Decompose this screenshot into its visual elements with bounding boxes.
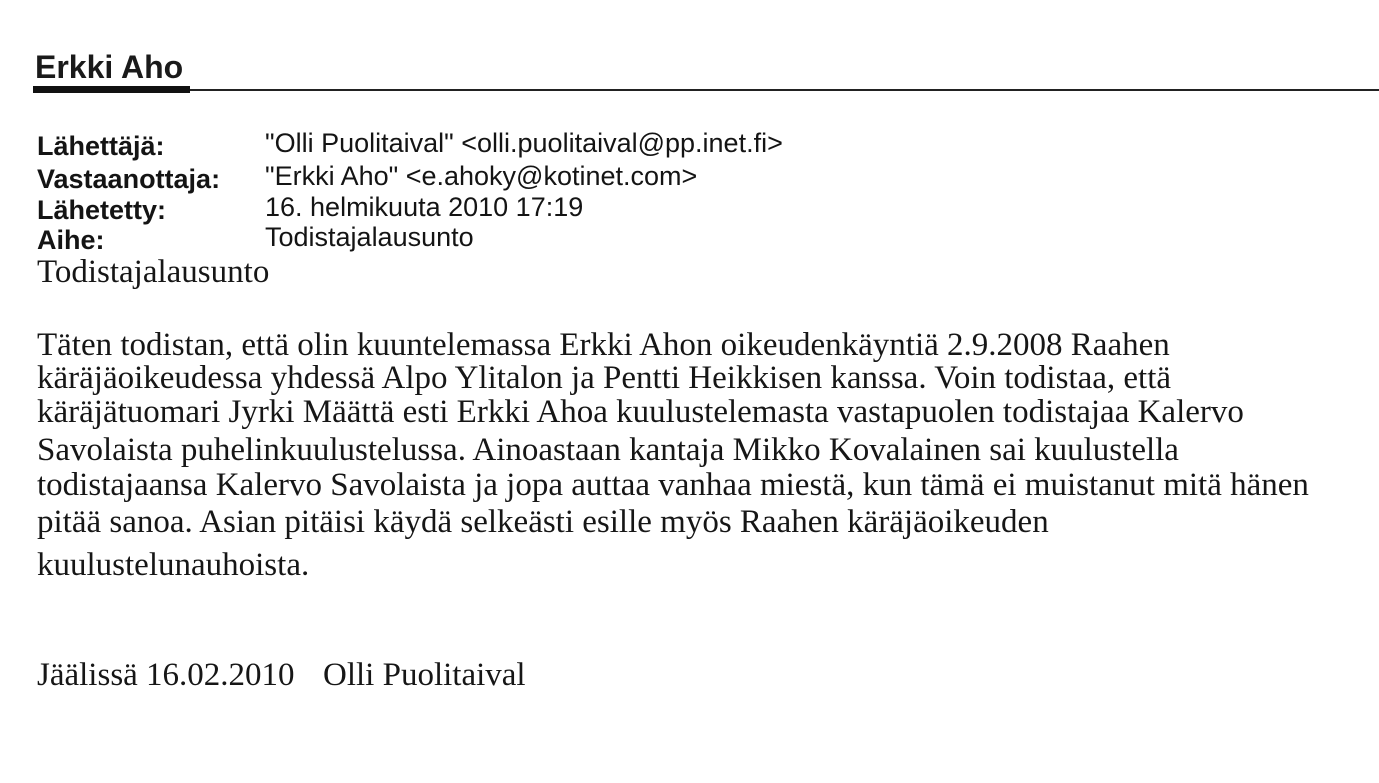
heading-divider-line (190, 89, 1379, 91)
header-field-sent (0, 194, 1379, 226)
header-field-label: Lähetetty: (37, 195, 167, 225)
signature-place-date: Jäälissä 16.02.2010 (37, 657, 295, 693)
body-line: Savolaista puhelinkuulustelussa. Ainoastaan kantaja Mikko Kovalainen sai kuulustella (37, 432, 1179, 468)
signature-name: Olli Puolitaival (323, 657, 526, 693)
heading-underline-bar (33, 86, 190, 93)
header-field-sender (0, 130, 1379, 162)
header-field-recipient (0, 163, 1379, 195)
header-field-label: Aihe: (37, 225, 105, 255)
sender-name-heading: Erkki Aho (35, 49, 184, 85)
body-line: käräjätuomari Jyrki Määttä esti Erkki Ahoa kuulustelemasta vastapuolen todistajaa Kalervo (37, 394, 1244, 430)
header-field-value: 16. helmikuuta 2010 17:19 (265, 192, 584, 222)
header-field-value: "Erkki Aho" <e.ahoky@kotinet.com> (265, 161, 698, 191)
header-field-value: "Olli Puolitaival" <olli.puolitaival@pp.inet.fi> (265, 128, 783, 158)
header-field-label: Vastaanottaja: (37, 164, 221, 194)
body-line: pitää sanoa. Asian pitäisi käydä selkeästi esille myös Raahen käräjäoikeuden (37, 504, 1049, 540)
body-line: kuulustelunauhoista. (37, 547, 310, 583)
body-line: todistajaansa Kalervo Savolaista ja jopa auttaa vanhaa miestä, kun tämä ei muistanut mitä hänen (37, 467, 1309, 503)
header-field-label: Lähettäjä: (37, 131, 165, 161)
header-field-value: Todistajalausunto (265, 222, 474, 252)
subject-line: Todistajalausunto (37, 254, 270, 290)
header-field-subject (0, 224, 1379, 256)
body-line: käräjäoikeudessa yhdessä Alpo Ylitalon ja Pentti Heikkisen kanssa. Voin todistaa, että (37, 360, 1172, 396)
body-line: Täten todistan, että olin kuuntelemassa Erkki Ahon oikeudenkäyntiä 2.9.2008 Raahen (37, 327, 1170, 363)
